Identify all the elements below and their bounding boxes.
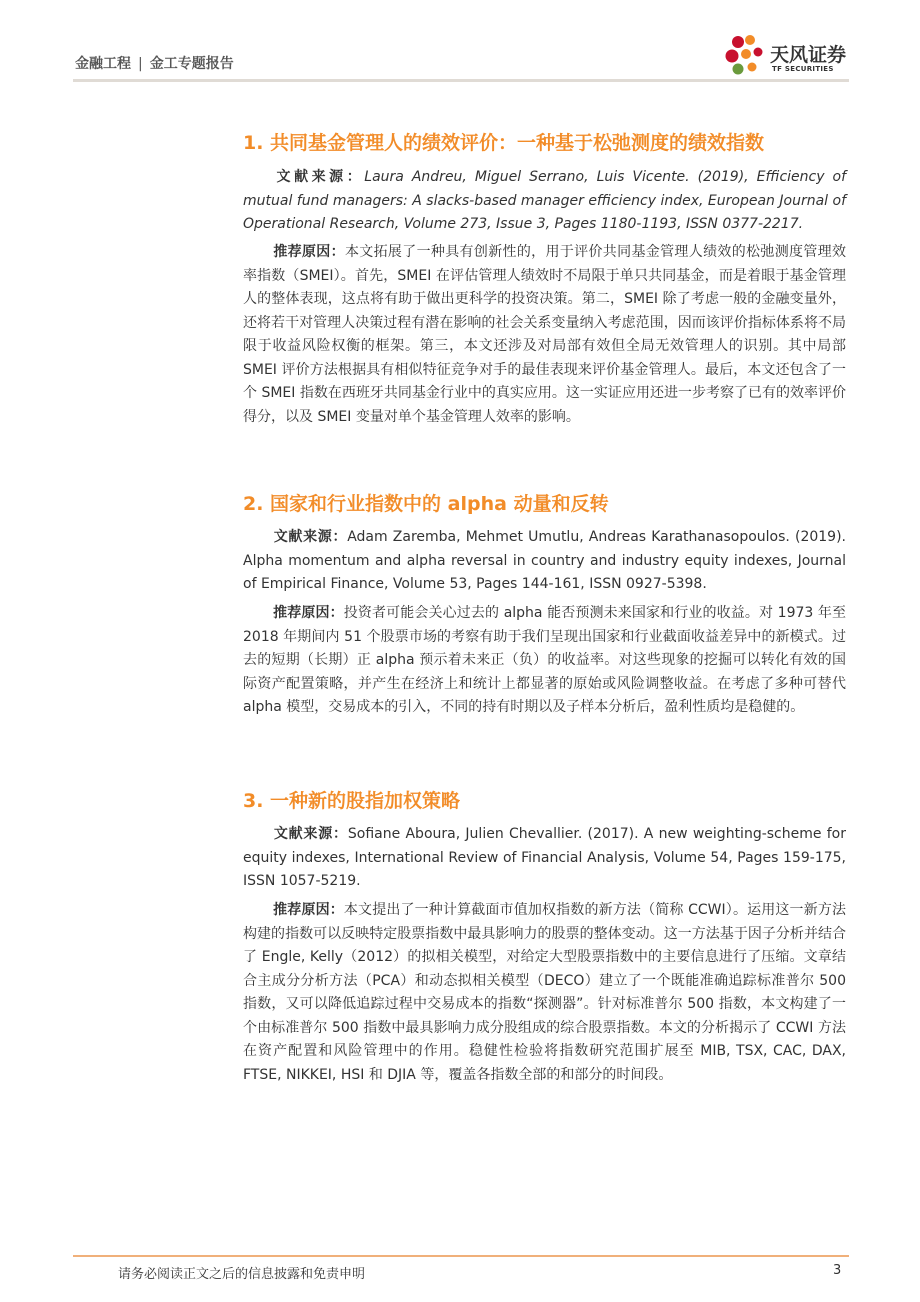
page-number: 3 (833, 1263, 842, 1278)
section-3-reason (243, 899, 846, 1087)
header-report-type: 金工专题报告 (149, 56, 234, 72)
flower-logo-icon (722, 30, 770, 80)
reason-label: 推荐原因： (273, 902, 344, 918)
report-header (75, 53, 234, 73)
footer-disclaimer: 请务必阅读正文之后的信息披露和免责申明 (118, 1267, 366, 1282)
source-citation: Adam Zaremba, Mehmet Umutlu, Andreas Karathanasopoulos. (2019). Alpha momentum and alpha reversal in country and industry equity indexes, Journal of Empirical Finance, Volume 53, Pages 144-161, ISSN 0927-5398. (243, 529, 846, 592)
section-3-title: 3. 一种新的股指加权策略 (243, 790, 461, 812)
section-2-reason (243, 602, 846, 720)
source-label: 文献来源： (273, 169, 365, 185)
source-label: 文献来源： (273, 529, 348, 545)
logo-english-name: TF SECURITIES (772, 65, 834, 73)
section-1-source (243, 166, 846, 237)
footer-divider (73, 1255, 849, 1257)
logo-chinese-name: 天风证券 (770, 44, 847, 66)
source-label: 文献来源： (273, 826, 348, 842)
reason-text: 本文提出了一种计算截面市值加权指数的新方法（简称 CCWI）。运用这一新方法构建的指数可以反映特定股票指数中最具影响力的股票的整体变动。这一方法基于因子分析并结合了 Engle, Kelly（2012）的拟相关模型，对给定大型股票指数中的主要信息进行了压缩。文章结合主成分分析方法（PCA）和动态拟相关模型（DECO）建立了一个既能准确追踪标准普尔 500 指数，又可以降低追踪过程中交易成本的指数“探测器”。针对标准普尔 500 指数，本文构建了一个由标准普尔 500 指数中最具影响力成分股组成的综合股票指数。本文的分析揭示了 CCWI 方法在资产配置和风险管理中的作用。稳健性检验将指数研究范围扩展至 MIB, TSX, CAC, DAX, FTSE, NIKKEI, HSI 和 DJIA 等，覆盖各指数全部的和部分的时间段。 (243, 902, 846, 1083)
reason-text: 本文拓展了一种具有创新性的，用于评价共同基金管理人绩效的松弛测度管理效率指数（SMEI）。首先，SMEI 在评估管理人绩效时不局限于单只共同基金，而是着眼于基金管理人的整体表现，这点将有助于做出更科学的投资决策。第二，SMEI 除了考虑一般的金融变量外，还将若干对管理人决策过程有潜在影响的社会关系变量纳入考虑范围，因而该评价指标体系将不局限于收益风险权衡的框架。第三，本文还涉及对局部有效但全局无效管理人的识别。其中局部 SMEI 评价方法根据具有相似特征竞争对手的最佳表现来评价基金管理人。最后，本文还包含了一个 SMEI 指数在西班牙共同基金行业中的真实应用。这一实证应用还进一步考察了已有的效率评价得分，以及 SMEI 变量对单个基金管理人效率的影响。 (243, 244, 847, 425)
section-1-reason (243, 241, 846, 429)
reason-label: 推荐原因： (273, 605, 344, 621)
source-citation: Laura Andreu, Miguel Serrano, Luis Vicente. (2019), Efficiency of mutual fund managers: A slacks-based manager efficiency index, European Journal of Operational Research, Volume 273, Issue 3, Pages 1180-1193, ISSN 0377-2217. (243, 169, 846, 232)
reason-text: 投资者可能会关心过去的 alpha 能否预测未来国家和行业的收益。对 1973 年至 2018 年期间内 51 个股票市场的考察有助于我们呈现出国家和行业截面收益差异中的新模式。过去的短期（长期）正 alpha 预示着未来正（负）的收益率。对这些现象的挖掘可以转化有效的国际资产配置策略，并产生在经济上和统计上都显著的原始或风险调整收益。在考虑了多种可替代 alpha 模型，交易成本的引入，不同的持有时期以及子样本分析后，盈利性质均是稳健的。 (243, 605, 846, 715)
header-category: 金融工程 (75, 56, 131, 72)
section-2-source (243, 526, 846, 597)
reason-label: 推荐原因： (273, 244, 345, 260)
source-citation: Sofiane Aboura, Julien Chevallier. (2017). A new weighting-scheme for equity indexes, International Review of Financial Analysis, Volume 54, Pages 159-175, ISSN 1057-5219. (243, 826, 846, 889)
header-separator: | (138, 56, 143, 72)
company-logo (722, 30, 862, 80)
header-divider (73, 79, 849, 82)
section-2-title: 2. 国家和行业指数中的 alpha 动量和反转 (243, 493, 609, 515)
section-3-source (243, 823, 846, 894)
section-1-title: 1. 共同基金管理人的绩效评价：一种基于松弛测度的绩效指数 (243, 132, 765, 154)
